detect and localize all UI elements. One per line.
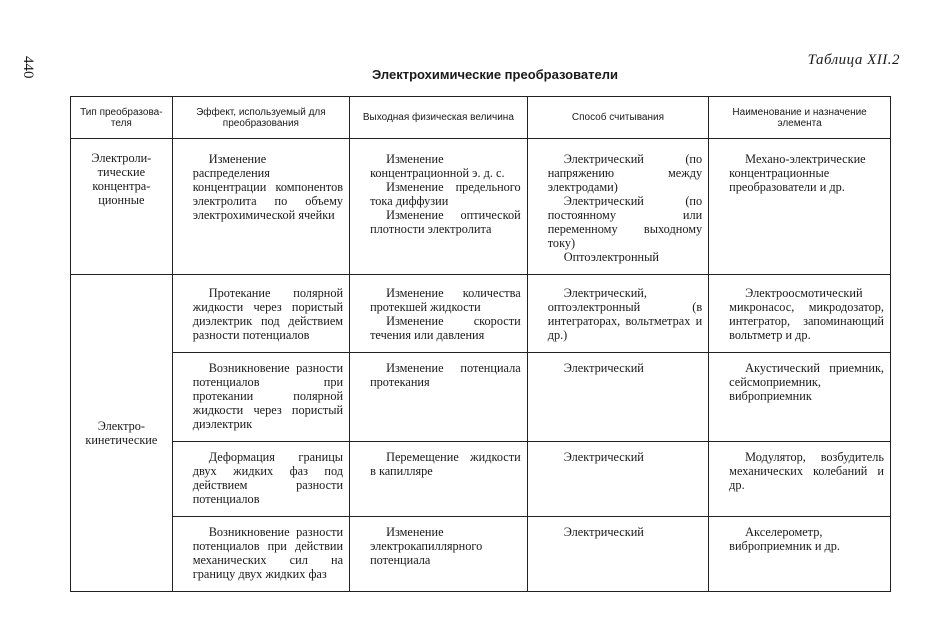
output-cell: Перемещение жидкости в капилляре xyxy=(350,442,528,517)
effect-cell: Возникновение разности потенциалов при протекании полярной жидкости через пористый диэлектрик xyxy=(172,353,349,442)
header-type: Тип преобразователя xyxy=(71,97,173,139)
table-label: Таблица XII.2 xyxy=(807,52,900,68)
table-row xyxy=(71,442,891,517)
output-cell: Изменение электрокапиллярного потенциала xyxy=(350,517,528,592)
table-row xyxy=(71,353,891,442)
effect-cell: Протекание полярной жидкости через пористый диэлектрик под действием разности потенциалов xyxy=(172,275,349,353)
effect-cell: Изменение распределения концентрации компонентов электролита по объему электрохимической ячейки xyxy=(172,139,349,275)
header-reading: Способ считывания xyxy=(527,97,708,139)
name-cell: Механо-электрические концентрационные преобразователи и др. xyxy=(709,139,891,275)
reading-cell: Электрический xyxy=(527,353,708,442)
table-row xyxy=(71,139,891,275)
page-number: 440 xyxy=(20,56,36,79)
type-cell: Электрокинетические xyxy=(71,275,173,592)
output-cell: Изменение концентрационной э. д. с. Изменение предельного тока диффузии Изменение оптической плотности электролита xyxy=(350,139,528,275)
table-row xyxy=(71,517,891,592)
reading-cell: Электрический xyxy=(527,517,708,592)
output-cell: Изменение потенциала протекания xyxy=(350,353,528,442)
header-name: Наименование и назначение элемента xyxy=(709,97,891,139)
name-cell: Акустический приемник, сейсмоприемник, виброприемник xyxy=(709,353,891,442)
effect-cell: Возникновение разности потенциалов при действии механических сил на границу двух жидких фаз xyxy=(172,517,349,592)
name-cell: Электроосмотический микронасос, микродозатор, интегратор, запоминающий вольтметр и др. xyxy=(709,275,891,353)
reading-cell: Электрический xyxy=(527,442,708,517)
table-title: Электрохимические преобразователи xyxy=(372,67,618,82)
name-cell: Акселерометр, виброприемник и др. xyxy=(729,525,841,553)
reading-cell: Электрический, оптоэлектронный (в интеграторах, вольтметрах и др.) xyxy=(527,275,708,353)
effect-cell: Деформация границы двух жидких фаз под действием разности потенциалов xyxy=(172,442,349,517)
header-row xyxy=(71,97,891,139)
output-cell: Изменение количества протекшей жидкости Изменение скорости течения или давления xyxy=(350,275,528,353)
reading-cell: Электрический (по напряжению между электродами) Электрический (по постоянному или переменному выходному току) Оптоэлектронный xyxy=(527,139,708,275)
table-row xyxy=(71,275,891,353)
type-cell: Электролитические концентрационные xyxy=(71,139,173,275)
header-effect: Эффект, используемый для преобразования xyxy=(172,97,349,139)
header-output: Выходная физическая величина xyxy=(350,97,528,139)
name-cell: Модулятор, возбудитель механических колебаний и др. xyxy=(709,442,891,517)
converters-table xyxy=(70,96,891,592)
